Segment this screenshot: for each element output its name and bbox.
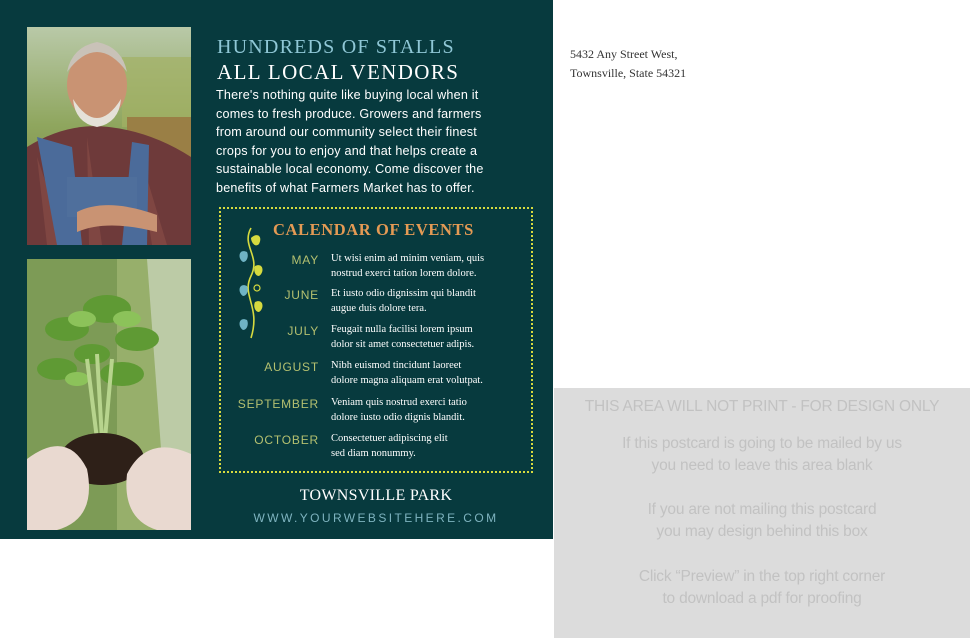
event-row-september [221,395,531,429]
event-desc-line: Ut wisi enim ad minim veniam, quis [331,253,485,264]
event-description [331,251,521,281]
postcard-front [0,0,553,539]
address-line: 5432 Any Street West, [570,47,678,61]
event-month: OCTOBER [254,433,319,447]
headline-stalls: HUNDREDS OF STALLS [217,36,455,58]
event-description [331,395,521,425]
event-desc-line: dolore iusto odio dignis blandit. [331,412,465,423]
no-print-area [554,388,970,638]
farmer-photo [27,27,191,245]
no-print-heading: THIS AREA WILL NOT PRINT - FOR DESIGN ONLY [584,398,940,415]
note-line: you need to leave this area blank [651,457,873,474]
event-row-august [221,358,531,392]
event-row-may [221,251,531,285]
event-desc-line: Nibh euismod tincidunt laoreet [331,360,462,371]
intro-line: comes to fresh produce. Growers and farmers [216,106,482,121]
note-line: you may design behind this box [656,523,868,540]
no-print-design-note [554,499,970,543]
event-desc-line: sed diam nonummy. [331,448,416,459]
event-desc-line: augue duis dolore tera. [331,303,427,314]
no-print-preview-note [554,566,970,610]
event-row-july [221,322,531,356]
headline-vendors: ALL LOCAL VENDORS [217,60,460,84]
event-description [331,431,521,461]
event-description [331,322,521,352]
event-month: JULY [287,324,319,338]
calendar-title: CALENDAR OF EVENTS [273,220,474,239]
event-desc-line: Veniam quis nostrud exerci tatio [331,397,467,408]
note-line: If you are not mailing this postcard [647,501,877,518]
event-row-june [221,286,531,320]
note-line: If this postcard is going to be mailed by us [622,435,902,452]
event-month: AUGUST [264,360,319,374]
event-desc-line: Et iusto odio dignissim qui blandit [331,288,476,299]
note-line: Click “Preview” in the top right corner [638,568,886,585]
intro-line: sustainable local economy. Come discover the [216,162,484,176]
intro-line: There's nothing quite like buying local when it [216,88,479,102]
event-row-october [221,431,531,465]
website-url: WWW.YOURWEBSITEHERE.COM [253,511,499,525]
event-desc-line: Consectetuer adipiscing elit [331,433,448,444]
address-line: Townsville, State 54321 [570,65,687,80]
event-desc-line: dolor sit amet consectetuer adipis. [331,339,475,350]
intro-paragraph [216,86,512,197]
no-print-mailing-note [554,433,970,477]
park-name: TOWNSVILLE PARK [299,487,453,504]
intro-line: from around our community select their finest [216,125,477,139]
event-month: MAY [291,253,319,267]
event-desc-line: nostrud exerci tation lorem dolore. [331,268,477,279]
intro-line: crops for you to enjoy and that helps create a [216,143,478,158]
event-desc-line: Feugait nulla facilisi lorem ipsum [331,324,473,335]
mailing-address [570,45,686,82]
calendar-of-events-box [219,207,533,473]
event-month: JUNE [284,288,319,302]
plant-photo [27,259,191,530]
event-description [331,286,521,316]
intro-line: benefits of what Farmers Market has to offer. [216,180,475,195]
event-desc-line: dolore magna aliquam erat volutpat. [331,375,483,386]
note-line: to download a pdf for proofing [662,590,862,607]
event-description [331,358,521,388]
event-month: SEPTEMBER [237,397,319,411]
